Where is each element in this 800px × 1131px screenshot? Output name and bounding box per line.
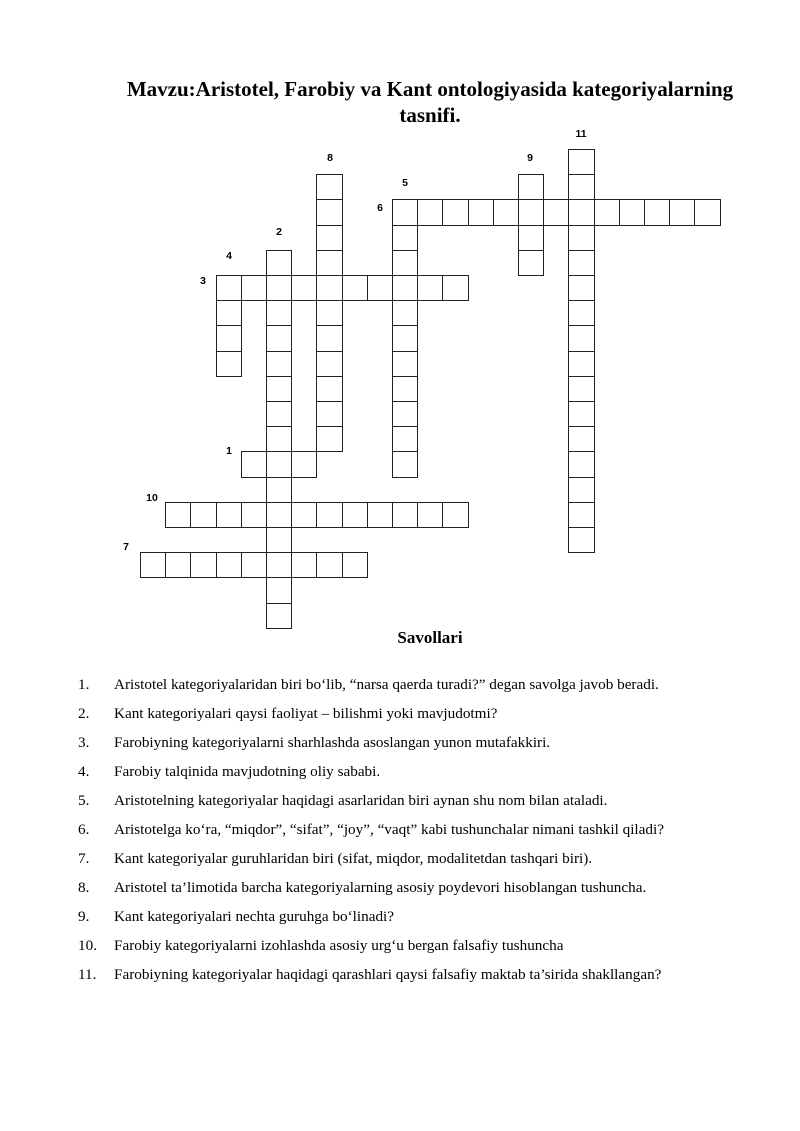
crossword-cell[interactable] [442, 199, 468, 225]
crossword-cell[interactable] [442, 502, 468, 528]
crossword-cell[interactable] [342, 275, 368, 301]
crossword-cell[interactable] [316, 426, 342, 452]
questions-list [78, 670, 742, 989]
crossword-cell[interactable] [392, 300, 418, 326]
crossword-cell[interactable] [190, 552, 216, 578]
crossword-cell[interactable] [568, 401, 594, 427]
crossword-cell[interactable] [291, 275, 317, 301]
crossword-cell[interactable] [518, 174, 544, 200]
crossword-cell[interactable] [342, 502, 368, 528]
crossword-cell[interactable] [266, 250, 292, 276]
question-text: Kant kategoriyalar guruhlaridan biri (sifat, miqdor, modalitetdan tashqari biri). [114, 850, 593, 867]
clue-number: 4 [226, 250, 232, 262]
crossword-cell[interactable] [568, 225, 594, 251]
crossword-cell[interactable] [392, 451, 418, 477]
clue-number: 3 [200, 275, 206, 287]
crossword-cell[interactable] [316, 401, 342, 427]
crossword-cell[interactable] [266, 300, 292, 326]
crossword-cell[interactable] [568, 250, 594, 276]
crossword-cell[interactable] [543, 199, 569, 225]
clue-number: 10 [146, 492, 158, 504]
question-item [78, 786, 742, 815]
crossword-cell[interactable] [568, 527, 594, 553]
question-number: 5. [78, 792, 90, 809]
crossword-cell[interactable] [266, 502, 292, 528]
clue-number: 5 [402, 177, 408, 189]
crossword-cell[interactable] [140, 552, 166, 578]
crossword-cell[interactable] [468, 199, 494, 225]
question-item [78, 902, 742, 931]
crossword-cell[interactable] [417, 199, 443, 225]
crossword-cell[interactable] [442, 275, 468, 301]
question-item [78, 757, 742, 786]
clue-number: 2 [276, 226, 282, 238]
crossword-cell[interactable] [216, 275, 242, 301]
crossword-cell[interactable] [216, 300, 242, 326]
crossword-cell[interactable] [316, 250, 342, 276]
crossword-cell[interactable] [316, 502, 342, 528]
crossword-cell[interactable] [216, 325, 242, 351]
crossword-cell[interactable] [568, 351, 594, 377]
question-number: 10. [78, 937, 97, 954]
crossword-cell[interactable] [392, 275, 418, 301]
crossword-cell[interactable] [392, 426, 418, 452]
question-number: 11. [78, 966, 97, 983]
question-item [78, 670, 742, 699]
crossword-cell[interactable] [266, 275, 292, 301]
crossword-cell[interactable] [266, 451, 292, 477]
crossword-cell[interactable] [291, 502, 317, 528]
crossword-cell[interactable] [568, 174, 594, 200]
crossword-cell[interactable] [594, 199, 620, 225]
question-text: Aristotelga ko‘ra, “miqdor”, “sifat”, “joy”, “vaqt” kabi tushunchalar nimani tashkil qiladi? [114, 821, 664, 838]
question-number: 1. [78, 676, 90, 693]
clue-number: 1 [226, 445, 232, 457]
question-text: Farobiyning kategoriyalar haqidagi qarashlari qaysi falsafiy maktab ta’sirida shakllangan? [114, 966, 662, 983]
crossword-cell[interactable] [316, 300, 342, 326]
question-text: Kant kategoriyalari qaysi faoliyat – bilishmi yoki mavjudotmi? [114, 705, 498, 722]
question-text: Kant kategoriyalari nechta guruhga bo‘linadi? [114, 908, 395, 925]
crossword-cell[interactable] [316, 351, 342, 377]
crossword-cell[interactable] [568, 300, 594, 326]
crossword-cell[interactable] [568, 477, 594, 503]
clue-number: 6 [377, 202, 383, 214]
crossword-cell[interactable] [518, 250, 544, 276]
clue-number: 11 [575, 128, 587, 140]
question-text: Aristotel kategoriyalaridan biri bo‘lib, “narsa qaerda turadi?” degan savolga javob beradi. [114, 676, 659, 693]
crossword-cell[interactable] [266, 477, 292, 503]
question-number: 4. [78, 763, 90, 780]
crossword-cell[interactable] [266, 577, 292, 603]
crossword-cell[interactable] [316, 325, 342, 351]
crossword-cell[interactable] [316, 275, 342, 301]
crossword-cell[interactable] [568, 426, 594, 452]
question-item [78, 873, 742, 902]
crossword-cell[interactable] [316, 199, 342, 225]
crossword-cell[interactable] [316, 225, 342, 251]
crossword-cell[interactable] [342, 552, 368, 578]
question-item [78, 728, 742, 757]
questions-heading: Savollari [397, 628, 463, 647]
crossword-cell[interactable] [266, 401, 292, 427]
page-title: Mavzu:Aristotel, Farobiy va Kant ontologiyasida kategoriyalarning tasnifi. [126, 77, 734, 127]
crossword-cell[interactable] [241, 552, 267, 578]
crossword-cell[interactable] [392, 199, 418, 225]
clue-number: 9 [527, 152, 533, 164]
crossword-cell[interactable] [190, 502, 216, 528]
crossword-cell[interactable] [367, 502, 393, 528]
crossword-cell[interactable] [165, 552, 191, 578]
question-text: Farobiy kategoriyalarni izohlashda asosiy urg‘u bergan falsafiy tushuncha [114, 937, 564, 954]
crossword-cell[interactable] [316, 552, 342, 578]
crossword-cell[interactable] [392, 250, 418, 276]
crossword-cell[interactable] [392, 401, 418, 427]
crossword-cell[interactable] [568, 199, 594, 225]
crossword-cell[interactable] [316, 376, 342, 402]
crossword-cell[interactable] [669, 199, 695, 225]
question-text: Aristotelning kategoriyalar haqidagi asarlaridan biri aynan shu nom bilan ataladi. [114, 792, 608, 809]
crossword-cell[interactable] [392, 376, 418, 402]
question-text: Farobiy talqinida mavjudotning oliy sababi. [114, 763, 381, 780]
question-item [78, 815, 742, 844]
crossword-cell[interactable] [266, 552, 292, 578]
crossword-cell[interactable] [241, 451, 267, 477]
crossword-cell[interactable] [216, 502, 242, 528]
crossword-cell[interactable] [392, 502, 418, 528]
crossword-cell[interactable] [266, 351, 292, 377]
crossword-cell[interactable] [568, 325, 594, 351]
clue-number: 8 [327, 152, 333, 164]
crossword-cell[interactable] [518, 199, 544, 225]
crossword-cell[interactable] [216, 351, 242, 377]
crossword-cell[interactable] [266, 376, 292, 402]
crossword-cell[interactable] [568, 376, 594, 402]
question-item [78, 931, 742, 960]
crossword-cell[interactable] [392, 325, 418, 351]
crossword-cell[interactable] [367, 275, 393, 301]
crossword-cell[interactable] [417, 502, 443, 528]
crossword-cell[interactable] [392, 351, 418, 377]
question-number: 9. [78, 908, 90, 925]
question-number: 8. [78, 879, 90, 896]
crossword-cell[interactable] [266, 325, 292, 351]
crossword-cell[interactable] [644, 199, 670, 225]
crossword-cell[interactable] [266, 527, 292, 553]
crossword-cell[interactable] [165, 502, 191, 528]
crossword-cell[interactable] [216, 552, 242, 578]
crossword-cell[interactable] [392, 225, 418, 251]
question-text: Aristotel ta’limotida barcha kategoriyalarning asosiy poydevori hisoblangan tushuncha. [114, 879, 647, 896]
clue-number: 7 [123, 541, 129, 553]
question-item [78, 844, 742, 873]
crossword-cell[interactable] [493, 199, 519, 225]
question-item [78, 699, 742, 728]
crossword-cell[interactable] [417, 275, 443, 301]
crossword-cell[interactable] [291, 552, 317, 578]
question-text: Farobiyning kategoriyalarni sharhlashda asoslangan yunon mutafakkiri. [114, 734, 551, 751]
crossword-cell[interactable] [694, 199, 720, 225]
crossword-cell[interactable] [241, 502, 267, 528]
question-number: 6. [78, 821, 90, 838]
question-number: 7. [78, 850, 90, 867]
crossword-cell[interactable] [518, 225, 544, 251]
crossword-cell[interactable] [568, 149, 594, 175]
crossword-cell[interactable] [266, 603, 292, 629]
crossword-cell[interactable] [619, 199, 645, 225]
question-number: 2. [78, 705, 90, 722]
crossword-cell[interactable] [241, 275, 267, 301]
crossword-cell[interactable] [316, 174, 342, 200]
crossword-cell[interactable] [568, 275, 594, 301]
crossword-cell[interactable] [568, 451, 594, 477]
crossword-cell[interactable] [568, 502, 594, 528]
question-number: 3. [78, 734, 90, 751]
crossword-cell[interactable] [266, 426, 292, 452]
question-item [78, 960, 742, 989]
crossword-cell[interactable] [291, 451, 317, 477]
